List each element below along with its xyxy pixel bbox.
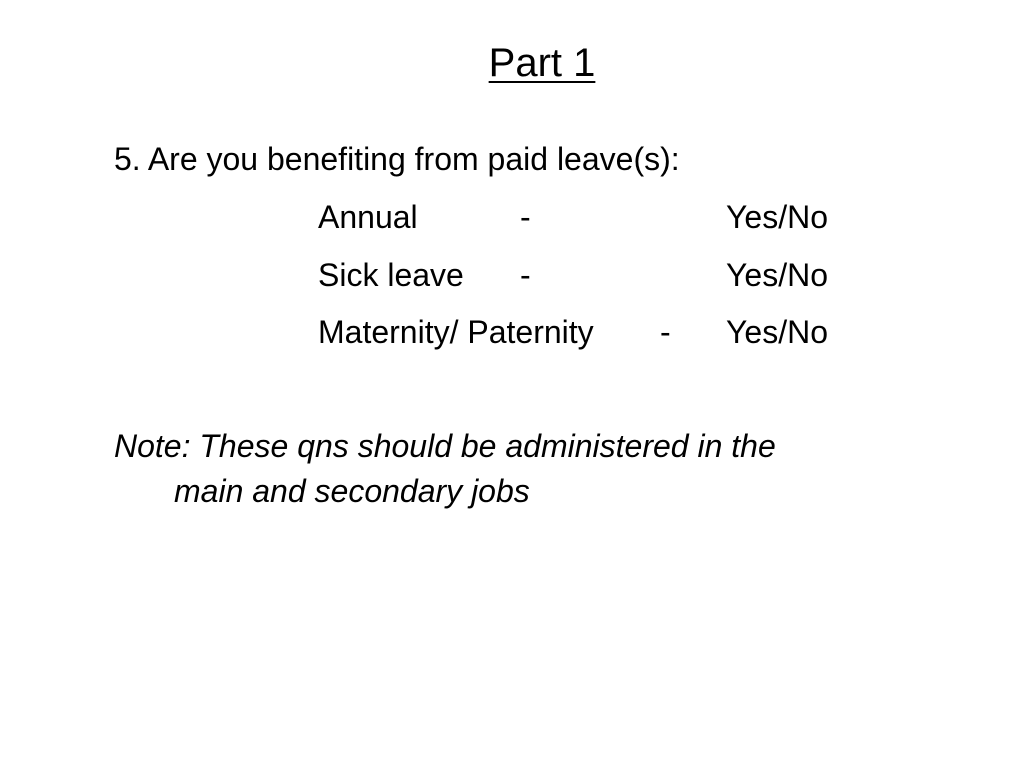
leave-row-maternity-paternity <box>318 310 918 354</box>
leave-separator-annual: - <box>520 199 531 235</box>
note-line-1: Note: These qns should be administered in the <box>114 428 776 464</box>
leave-type-annual: Annual <box>318 199 418 235</box>
question-text: 5. Are you benefiting from paid leave(s): <box>114 141 680 177</box>
leave-type-sick: Sick leave <box>318 257 464 293</box>
leave-row-sick <box>318 253 918 297</box>
leave-answer-annual: Yes/No <box>726 199 828 235</box>
leave-answer-sick: Yes/No <box>726 257 828 293</box>
leave-row-annual <box>318 195 918 239</box>
leave-separator-sick: - <box>520 257 531 293</box>
administration-note <box>114 424 994 514</box>
leave-type-maternity-paternity: Maternity/ Paternity <box>318 314 594 350</box>
leave-separator-maternity-paternity: - <box>660 314 671 350</box>
note-line-2: main and secondary jobs <box>174 473 530 509</box>
slide-title: Part 1 <box>488 41 596 85</box>
leave-answer-maternity-paternity: Yes/No <box>726 314 828 350</box>
